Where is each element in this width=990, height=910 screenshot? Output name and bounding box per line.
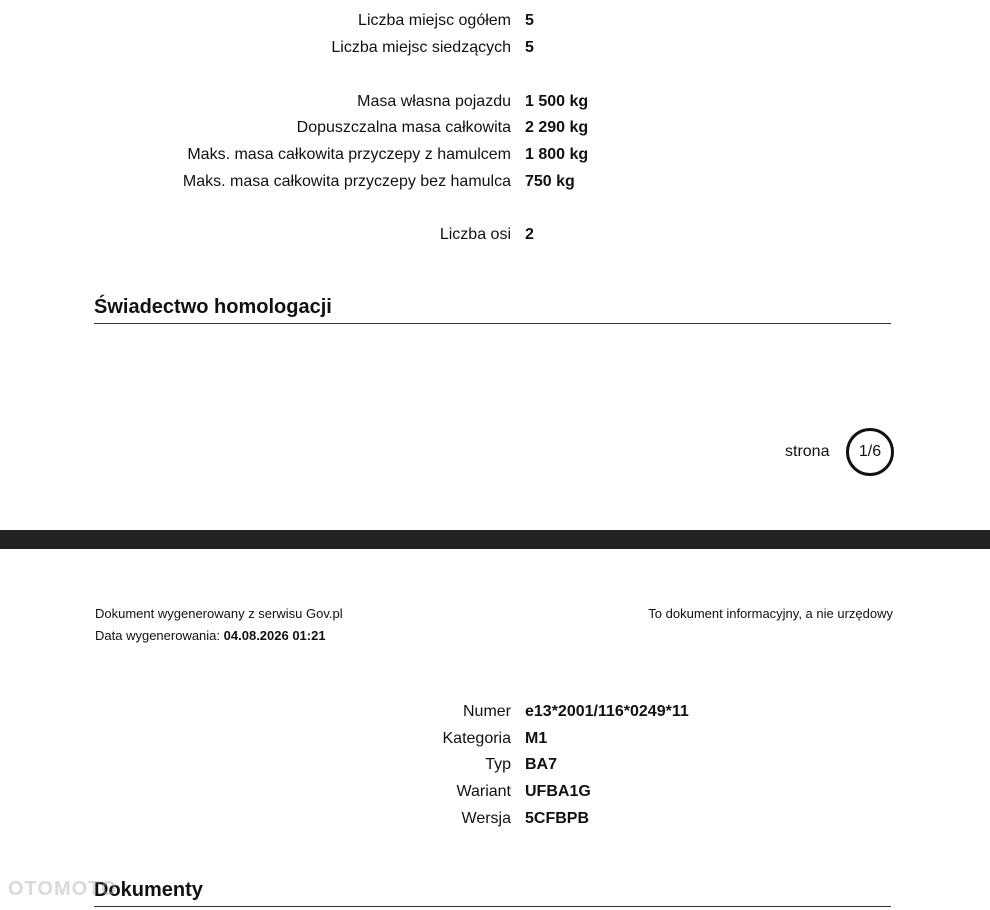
seats-total-value: 5 bbox=[525, 12, 534, 29]
curb-weight-value: 1 500 kg bbox=[525, 93, 589, 110]
gross-weight-label: Dopuszczalna masa całkowita bbox=[296, 119, 511, 136]
seats-total-row bbox=[0, 12, 990, 38]
curb-weight-label: Masa własna pojazdu bbox=[357, 93, 511, 110]
page-label: strona bbox=[785, 443, 830, 460]
generated-date-value: 04.08.2026 01:21 bbox=[223, 628, 326, 643]
type-row bbox=[0, 756, 990, 782]
version-label: Wersja bbox=[461, 810, 511, 827]
curb-weight-row bbox=[0, 93, 990, 119]
axles-label: Liczba osi bbox=[439, 226, 511, 243]
category-row bbox=[0, 730, 990, 756]
gross-weight-row bbox=[0, 119, 990, 145]
watermark-logo: OTOMOTO bbox=[8, 878, 118, 900]
seats-total-label: Liczba miejsc ogółem bbox=[358, 12, 511, 29]
generated-from-text: Dokument wygenerowany z serwisu Gov.pl bbox=[95, 606, 343, 621]
generated-date-label: Data wygenerowania: bbox=[95, 628, 221, 643]
homologation-section-title: Świadectwo homologacji bbox=[94, 296, 891, 324]
unbraked-trailer-value: 750 kg bbox=[525, 173, 575, 190]
braked-trailer-row bbox=[0, 146, 990, 172]
page-number: 1/6 bbox=[858, 443, 882, 460]
page-number-badge bbox=[846, 428, 894, 476]
variant-value: UFBA1G bbox=[525, 783, 591, 800]
approval-number-value: e13*2001/116*0249*11 bbox=[525, 703, 689, 720]
page-separator bbox=[0, 530, 990, 549]
category-label: Kategoria bbox=[442, 730, 511, 747]
category-value: M1 bbox=[525, 730, 548, 747]
seats-sitting-row bbox=[0, 39, 990, 65]
axles-row bbox=[0, 226, 990, 252]
gross-weight-value: 2 290 kg bbox=[525, 119, 589, 136]
type-value: BA7 bbox=[525, 756, 558, 773]
generated-date-line bbox=[95, 628, 326, 643]
variant-label: Wariant bbox=[456, 783, 511, 800]
disclaimer-text: To dokument informacyjny, a nie urzędowy bbox=[648, 606, 893, 621]
approval-number-row bbox=[0, 703, 990, 729]
braked-trailer-label: Maks. masa całkowita przyczepy z hamulcem bbox=[187, 146, 511, 163]
axles-value: 2 bbox=[525, 226, 534, 243]
version-row bbox=[0, 810, 990, 836]
document-page-2 bbox=[0, 549, 990, 910]
version-value: 5CFBPB bbox=[525, 810, 590, 827]
approval-number-label: Numer bbox=[462, 703, 511, 720]
seats-sitting-label: Liczba miejsc siedzących bbox=[331, 39, 511, 56]
unbraked-trailer-row bbox=[0, 173, 990, 199]
braked-trailer-value: 1 800 kg bbox=[525, 146, 589, 163]
unbraked-trailer-label: Maks. masa całkowita przyczepy bez hamulca bbox=[182, 173, 511, 190]
variant-row bbox=[0, 783, 990, 809]
type-label: Typ bbox=[485, 756, 511, 773]
seats-sitting-value: 5 bbox=[525, 39, 534, 56]
documents-section-title: Dokumenty bbox=[94, 879, 891, 907]
